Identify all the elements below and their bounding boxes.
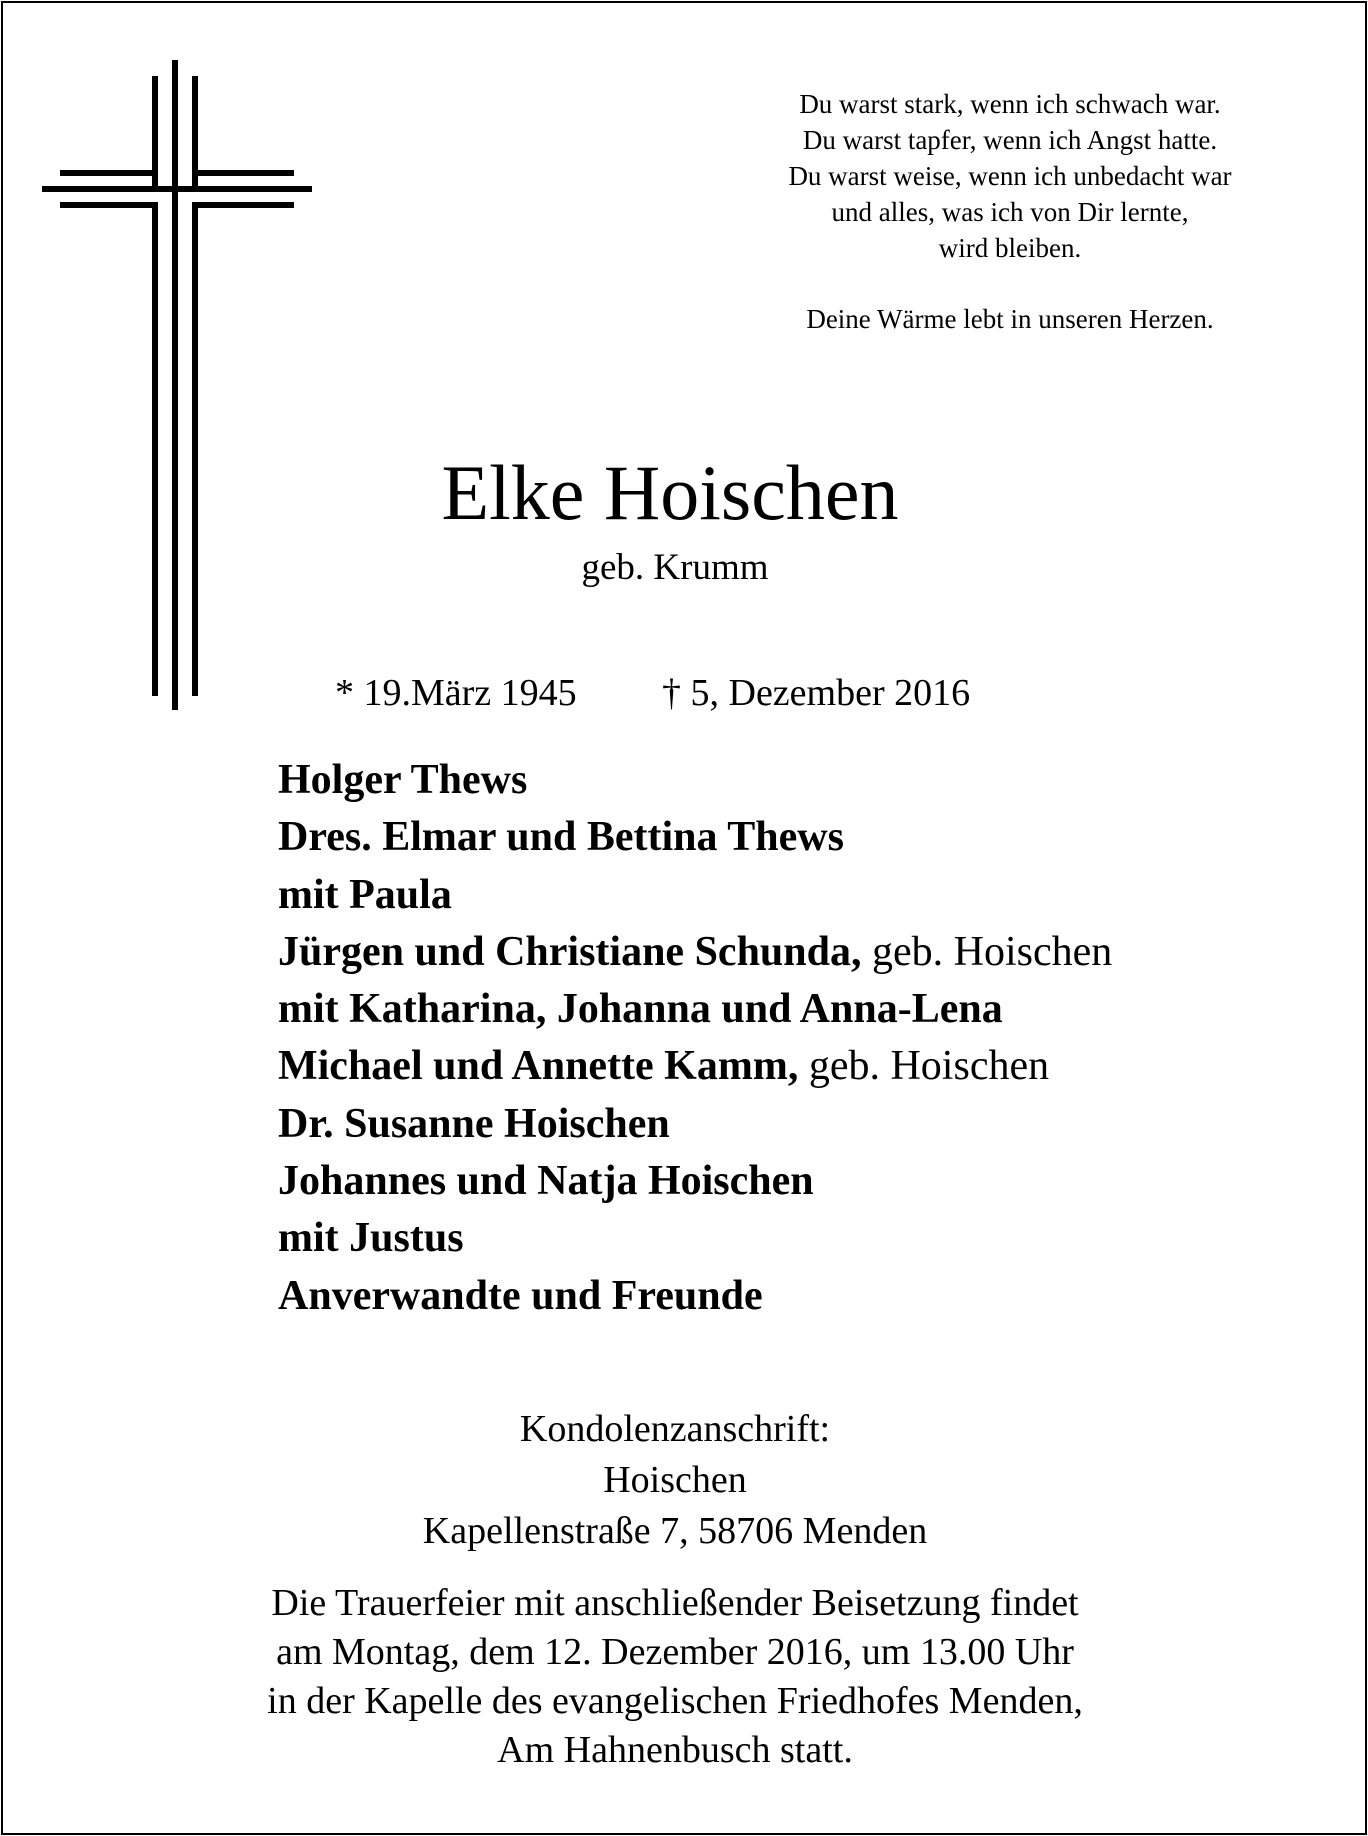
memorial-poem (720, 86, 1300, 337)
funeral-line: Die Trauerfeier mit anschließender Beisetzung findet (271, 1582, 1079, 1624)
funeral-line: Am Hahnenbusch statt. (497, 1729, 853, 1771)
mourner-name: mit Paula (278, 871, 452, 918)
mourner-line (278, 1268, 1338, 1325)
condolence-name: Hoischen (603, 1459, 747, 1501)
poem-line: wird bleiben. (938, 233, 1082, 263)
birth-date: * 19.März 1945 (335, 672, 577, 714)
death-date: † 5, Dezember 2016 (662, 672, 971, 714)
condolence-address (280, 1404, 1070, 1557)
poem-line: und alles, was ich von Dir lernte, (831, 197, 1189, 227)
mourner-name: Jürgen und Christiane Schunda, (278, 928, 862, 975)
poem-line: Du warst tapfer, wenn ich Angst hatte. (802, 125, 1218, 155)
condolence-label: Kondolenzanschrift: (519, 1408, 831, 1450)
mourner-name: Michael und Annette Kamm, (278, 1043, 799, 1090)
mourner-line (278, 809, 1338, 866)
mourner-name: Holger Thews (278, 757, 528, 803)
funeral-announcement (170, 1579, 1180, 1775)
mourner-line (278, 1096, 1338, 1153)
mourner-name: Anverwandte und Freunde (278, 1272, 763, 1319)
mourner-line (278, 752, 1338, 809)
mourner-line (278, 1210, 1338, 1267)
mourner-line (278, 981, 1338, 1038)
funeral-line: in der Kapelle des evangelischen Friedhofes Menden, (267, 1680, 1083, 1722)
mourner-name: mit Katharina, Johanna und Anna-Lena (278, 986, 1003, 1033)
mourner-name: Johannes und Natja Hoischen (278, 1158, 814, 1205)
mourners-list (278, 752, 1338, 1325)
funeral-line: am Montag, dem 12. Dezember 2016, um 13.00 Uhr (276, 1631, 1074, 1673)
mourner-maiden-name: geb. Hoischen (808, 1043, 1050, 1090)
mourner-line (278, 924, 1338, 981)
condolence-street: Kapellenstraße 7, 58706 Menden (422, 1510, 928, 1552)
mourner-maiden-name: geb. Hoischen (872, 928, 1113, 975)
poem-line: Du warst stark, wenn ich schwach war. (799, 89, 1221, 119)
poem-closing-line: Deine Wärme lebt in unseren Herzen. (806, 304, 1214, 334)
mourner-name: Dr. Susanne Hoischen (278, 1100, 670, 1147)
mourner-line (278, 867, 1338, 924)
mourner-name: mit Justus (278, 1215, 464, 1262)
double-line-cross-icon (42, 60, 312, 710)
mourner-line (278, 1038, 1338, 1095)
mourner-line (278, 1153, 1338, 1210)
mourner-name: Dres. Elmar und Bettina Thews (278, 814, 844, 861)
deceased-name: Elke Hoischen (441, 449, 899, 536)
maiden-name: geb. Krumm (581, 547, 769, 588)
poem-line: Du warst weise, wenn ich unbedacht war (788, 161, 1232, 191)
